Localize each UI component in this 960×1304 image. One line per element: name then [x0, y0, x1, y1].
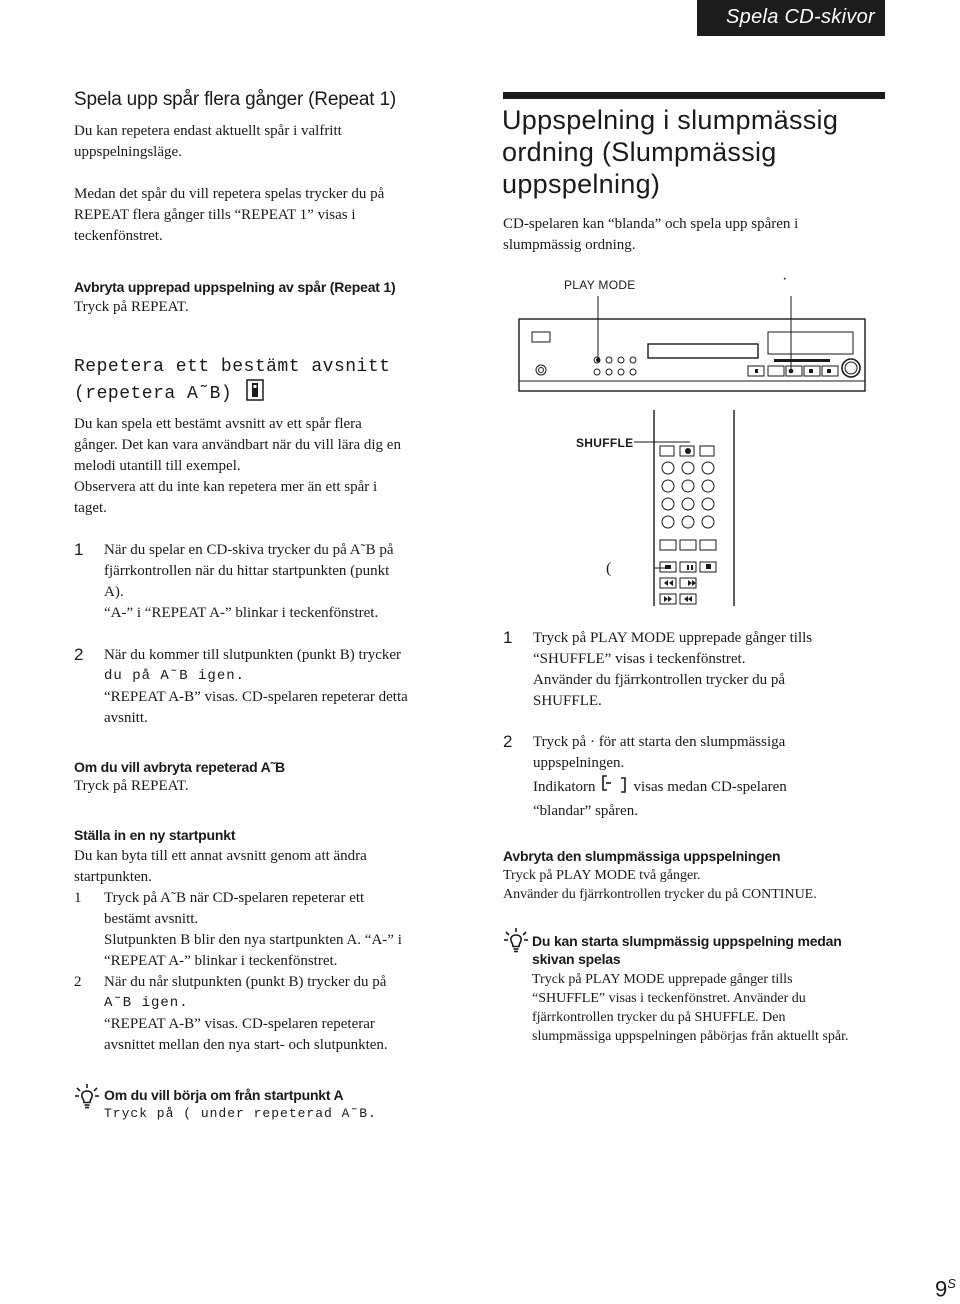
step-number: 1 — [74, 890, 82, 906]
play-mode-label: PLAY MODE — [564, 278, 636, 292]
shuffle-intro: CD-spelaren kan “blanda” och spela upp spåren i slumpmässig ordning. — [503, 216, 799, 253]
newstart-heading: Ställa in en ny startpunkt — [74, 827, 236, 843]
ab-step-2 — [74, 645, 484, 729]
shuffle-cancel-text: Tryck på PLAY MODE två gånger. Använder du fjärrkontrollen trycker du på CONTINUE. — [503, 868, 817, 902]
step-text: När du spelar en CD-skiva trycker du på A˜B på fjärrkontrollen när du hittar startpunkten (punkt A). “A-” i “REPEAT A-” blinkar i teckenfönstret. — [104, 542, 394, 621]
right-tip-heading: Du kan starta slumpmässig uppspelning medan skivan spelas — [532, 933, 842, 967]
left-tip-text: Tryck på ( under repeterad A˜B. — [104, 1106, 377, 1121]
step-text-line-1: När du kommer till slutpunkten (punkt B) trycker — [104, 647, 402, 663]
ab-step-1 — [74, 540, 484, 624]
shuffle-step-1 — [503, 628, 893, 712]
page-number-value: 9 — [935, 1276, 948, 1302]
step-number: 1 — [503, 628, 513, 647]
step-text-rest: “REPEAT A-B” visas. CD-spelaren repeterar avsnittet mellan den nya start- och slutpunkten. — [104, 1016, 388, 1053]
ab-heading-line-1: Repetera ett bestämt avsnitt — [74, 357, 391, 377]
header-bar — [697, 0, 885, 36]
ab-heading-line-2: (repetera A˜B) — [74, 383, 233, 404]
cd-player-illustration — [518, 288, 868, 403]
shuffle-step-2 — [503, 732, 893, 819]
step-number: 2 — [74, 645, 84, 664]
step-indicator-pre: Indikatorn — [533, 779, 596, 795]
left-tip-heading: Om du vill börja om från startpunkt A — [104, 1087, 344, 1103]
step-text-line-1: Tryck på · för att starta den slumpmässiga — [533, 734, 786, 750]
section-rule — [503, 92, 885, 99]
ab-intro: Du kan spela ett bestämt avsnitt av ett spår flera gånger. Det kan vara användbart när du vill lära dig en melodi utantill till exempel. Observera att du inte kan repetera mer än ett spår i taget. — [74, 416, 401, 516]
step-text: Tryck på PLAY MODE upprepade gånger tills “SHUFFLE” visas i teckenfönstret. Använder du fjärrkontrollen trycker du på SHUFFLE. — [533, 630, 813, 709]
repeat1-heading: Spela upp spår flera gånger (Repeat 1) — [74, 89, 396, 110]
ab-cancel-heading: Om du vill avbryta repeterad A˜B — [74, 759, 285, 775]
newstart-intro: Du kan byta till ett annat avsnitt genom att ändra startpunkten. — [74, 848, 367, 885]
step-number: 2 — [503, 732, 513, 751]
repeat1-paragraph-2: Medan det spår du vill repetera spelas trycker du på REPEAT flera gånger tills “REPEAT 1” visas i teckenfönstret. — [74, 186, 385, 244]
step-text-last: “blandar” spåren. — [533, 803, 638, 819]
step-text-line-2: A˜B igen. — [104, 995, 189, 1011]
shuffle-cancel-heading: Avbryta den slumpmässiga uppspelningen — [503, 848, 781, 864]
right-tip-text: Tryck på PLAY MODE upprepade gånger tills “SHUFFLE” visas i teckenfönstret. Använder du fjärrkontrollen trycker du på SHUFFLE. Den slumpmässiga uppspelningen påbörjas från aktuellt spår. — [532, 972, 849, 1044]
repeat1-cancel-heading: Avbryta upprepad uppspelning av spår (Repeat 1) — [74, 279, 396, 295]
page-number — [935, 1276, 956, 1302]
step-number: 2 — [74, 974, 82, 990]
step-text-line-2: uppspelningen. — [533, 755, 625, 771]
tip-lightbulb-icon — [74, 1083, 100, 1114]
shuffle-indicator-icon — [601, 774, 627, 801]
remote-control-illustration — [634, 410, 744, 615]
remote-only-icon — [246, 379, 264, 409]
shuffle-label: SHUFFLE — [576, 436, 634, 450]
page-number-suffix: S — [947, 1276, 956, 1291]
ab-heading — [74, 356, 390, 409]
shuffle-heading: Uppspelning i slumpmässig ordning (Slumpmässig uppspelning) — [502, 105, 839, 199]
step-text-line-1: När du når slutpunkten (punkt B) trycker du på — [104, 974, 387, 990]
step-text-line-2: du på A˜B igen. — [104, 668, 246, 684]
tip-lightbulb-icon — [503, 927, 529, 958]
newstart-step-1 — [74, 888, 484, 972]
step-indicator-post: visas medan CD-spelaren — [633, 779, 787, 795]
ab-cancel-text: Tryck på REPEAT. — [74, 778, 189, 794]
play-dot-label: · — [782, 270, 788, 287]
repeat1-cancel-text: Tryck på REPEAT. — [74, 299, 189, 315]
step-text: Tryck på A˜B när CD-spelaren repeterar ett bestämt avsnitt. Slutpunkten B blir den nya startpunkten A. “A-” i “REPEAT A-” blinkar i teckenfönstret. — [104, 890, 402, 969]
paren-label: ( — [606, 560, 612, 577]
page-section-title: Spela CD-skivor — [726, 6, 875, 28]
step-text-rest: “REPEAT A-B” visas. CD-spelaren repeterar detta avsnitt. — [104, 689, 408, 726]
newstart-step-2 — [74, 972, 484, 1056]
repeat1-paragraph-1: Du kan repetera endast aktuellt spår i valfritt uppspelningsläge. — [74, 123, 342, 160]
step-number: 1 — [74, 540, 84, 559]
